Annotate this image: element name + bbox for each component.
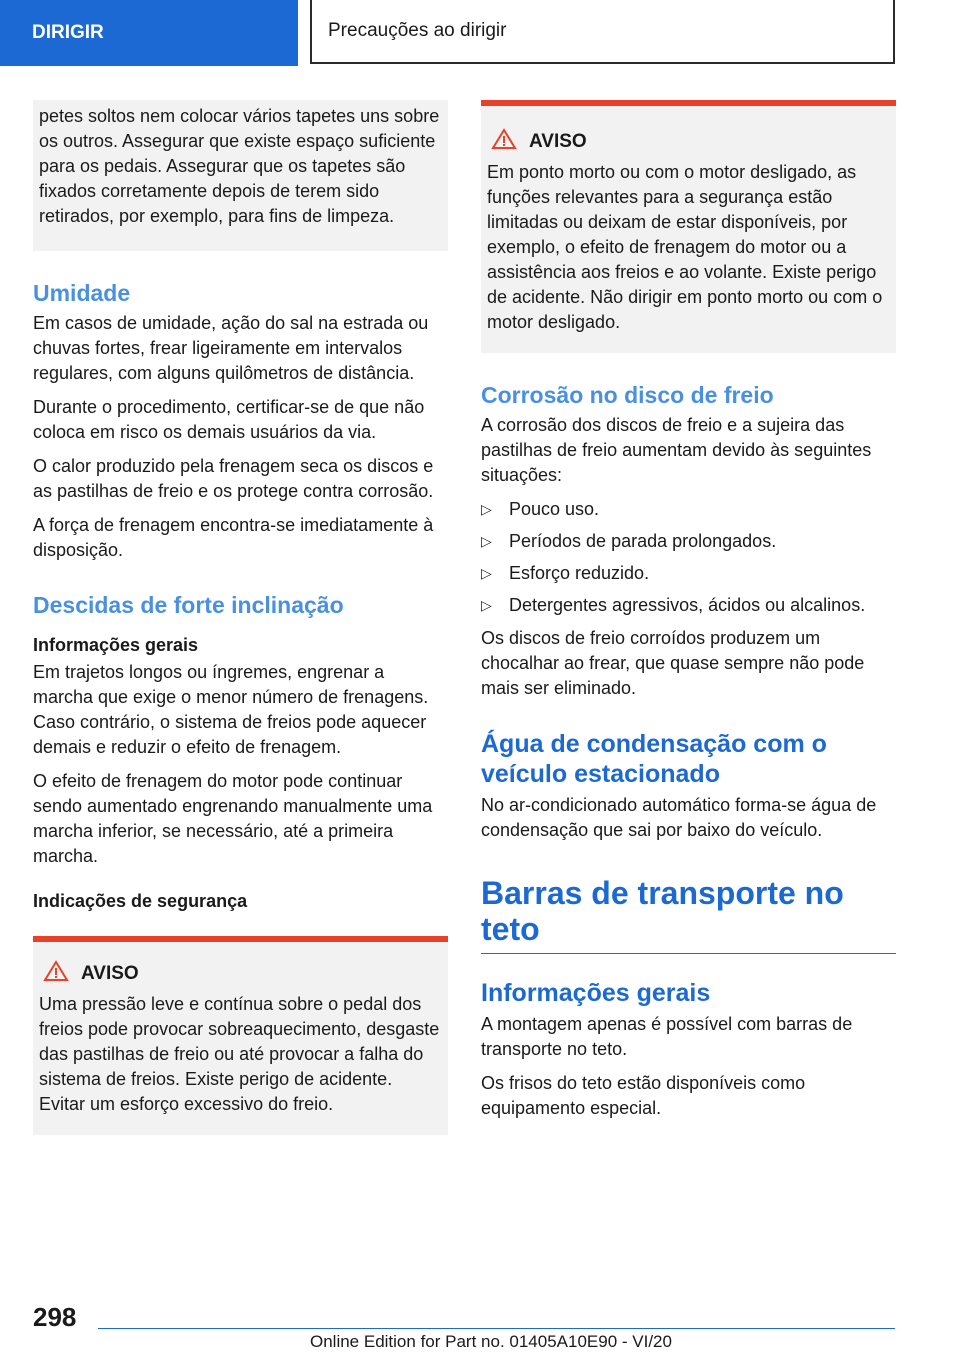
agua-heading: Água de condensação com o veículo estacionado <box>481 730 827 788</box>
warning-title: AVISO <box>81 963 139 984</box>
right-column <box>481 100 896 1130</box>
continued-note-text: petes soltos nem colocar vários tapetes uns sobre os outros. Assegurar que existe espaço suficiente para os pedais. Assegurar que os tapetes são fixados corretamente depois de terem sido retirados, por exemplo, para fins de limpeza. <box>39 106 440 226</box>
list-item: ▷ Esforço reduzido. <box>481 561 896 586</box>
info-gerais-heading: Informações gerais <box>33 635 199 655</box>
descidas-paragraph-2: O efeito de frenagem do motor pode continuar sendo aumentado engrenando manualmente uma marcha inferior, se necessário, até a primeira marcha. <box>33 771 433 866</box>
warning-text: Em ponto morto ou com o motor desligado, as funções relevantes para a segurança estão limitadas ou deixam de estar disponíveis, por exemplo, o efeito de frenagem do motor ou a assistência aos freios e ao volante. Existe perigo de acidente. Não dirigir em ponto morto ou com o motor desligado. <box>487 162 883 332</box>
continued-note-box <box>33 100 448 251</box>
page-header <box>0 0 960 68</box>
section-tab: DIRIGIR <box>0 0 298 66</box>
warning-box-brakes <box>33 936 448 1135</box>
footer-edition: Online Edition for Part no. 01405A10E90 - VI/20 <box>310 1332 672 1351</box>
warning-header <box>39 960 442 988</box>
footer-divider <box>98 1328 895 1329</box>
list-item: ▷ Períodos de parada prolongados. <box>481 529 896 554</box>
chapter-title: Precauções ao dirigir <box>310 0 895 64</box>
seguranca-heading: Indicações de segurança <box>33 891 248 911</box>
list-item: ▷ Pouco uso. <box>481 497 896 522</box>
triangle-right-icon: ▷ <box>481 533 492 549</box>
umidade-paragraph-1: Em casos de umidade, ação do sal na estrada ou chuvas fortes, frear ligeiramente em intervalos regulares, com alguns quilômetros de distância. <box>33 313 429 383</box>
warning-title: AVISO <box>529 131 587 152</box>
barras-info-heading: Informações gerais <box>481 979 711 1007</box>
left-column <box>33 100 448 1163</box>
warning-triangle-icon <box>43 960 69 988</box>
descidas-heading: Descidas de forte inclinação <box>33 592 344 618</box>
list-item: ▷ Detergentes agressivos, ácidos ou alcalinos. <box>481 593 896 618</box>
warning-text: Uma pressão leve e contínua sobre o pedal dos freios pode provocar sobreaquecimento, desgaste das pastilhas de freio ou até provocar a falha do sistema de freios. Existe perigo de acidente. Evitar um esforço excessivo do freio. <box>39 994 440 1114</box>
triangle-right-icon: ▷ <box>481 597 492 613</box>
descidas-paragraph-1: Em trajetos longos ou íngremes, engrenar a marcha que exige o menor número de frenagens. Caso contrário, o sistema de freios pode aquecer demais e reduzir o efeito de frenagem. <box>33 662 429 757</box>
corrosao-bullet-list <box>481 497 896 618</box>
triangle-right-icon: ▷ <box>481 565 492 581</box>
warning-header <box>487 128 890 156</box>
page-number: 298 <box>33 1302 77 1332</box>
umidade-heading: Umidade <box>33 280 131 306</box>
corrosao-paragraph-2: Os discos de freio corroídos produzem um chocalhar ao frear, que quase sempre não pode mais ser eliminado. <box>481 628 865 698</box>
corrosao-paragraph-1: A corrosão dos discos de freio e a sujeira das pastilhas de freio aumentam devido às seguintes situações: <box>481 415 872 485</box>
agua-paragraph: No ar-condicionado automático forma-se água de condensação que sai por baixo do veículo. <box>481 795 877 840</box>
barras-paragraph-1: A montagem apenas é possível com barras de transporte no teto. <box>481 1014 853 1059</box>
warning-triangle-icon <box>491 128 517 156</box>
umidade-paragraph-4: A força de frenagem encontra-se imediatamente à disposição. <box>33 515 434 560</box>
triangle-right-icon: ▷ <box>481 501 492 517</box>
warning-box-neutral <box>481 100 896 353</box>
umidade-paragraph-2: Durante o procedimento, certificar-se de que não coloca em risco os demais usuários da via. <box>33 397 425 442</box>
barras-paragraph-2: Os frisos do teto estão disponíveis como equipamento especial. <box>481 1073 806 1118</box>
barras-heading: Barras de transporte no teto <box>481 875 896 954</box>
umidade-paragraph-3: O calor produzido pela frenagem seca os discos e as pastilhas de freio e os protege contra corrosão. <box>33 456 434 501</box>
corrosao-heading: Corrosão no disco de freio <box>481 382 774 408</box>
